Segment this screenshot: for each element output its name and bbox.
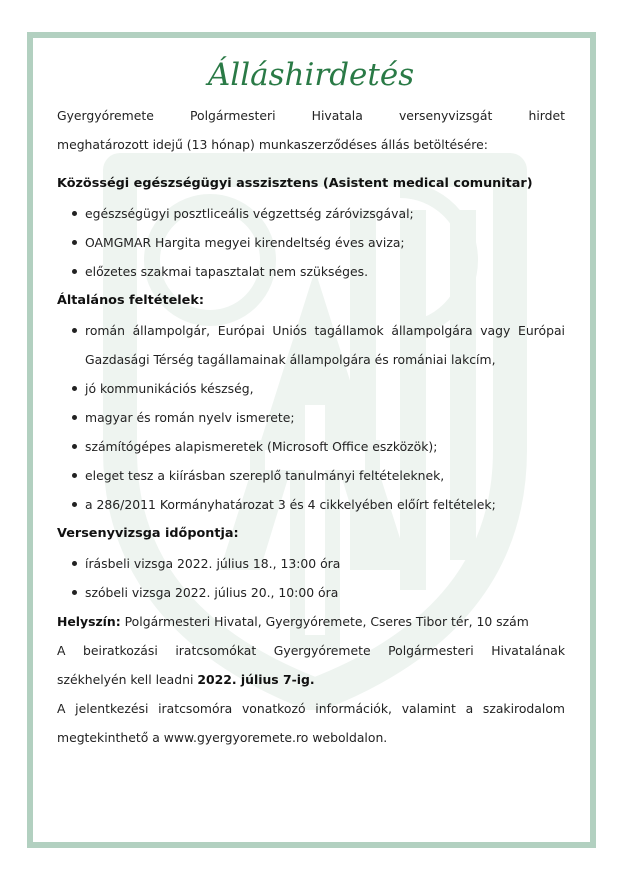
list-item: eleget tesz a kiírásban szereplő tanulmányi feltételeknek, xyxy=(57,461,565,490)
location-label: Helyszín: xyxy=(57,614,121,629)
submit-line-1: A beiratkozási iratcsomókat Gyergyóremete Polgármesteri Hivatalának xyxy=(57,643,565,658)
exam-dates-list xyxy=(57,549,565,607)
position-title: Közösségi egészségügyi asszisztens (Asistent medical comunitar) xyxy=(57,176,533,191)
info-line-2: megtekinthető a www.gyergyoremete.ro weboldalon. xyxy=(57,730,388,745)
list-item: előzetes szakmai tapasztalat nem szükséges. xyxy=(57,257,565,286)
location-line xyxy=(57,607,565,636)
announcement-content xyxy=(57,52,565,752)
list-item: román állampolgár, Európai Uniós tagállamok állampolgára vagy Európai Gazdasági Térség tagállamainak állampolgára és romániai lakcím, xyxy=(57,316,565,374)
list-item: szóbeli vizsga 2022. július 20., 10:00 óra xyxy=(57,578,565,607)
list-item: a 286/2011 Kormányhatározat 3 és 4 cikkelyében előírt feltételek; xyxy=(57,490,565,519)
list-item: számítógépes alapismeretek (Microsoft Office eszközök); xyxy=(57,432,565,461)
list-item: írásbeli vizsga 2022. július 18., 13:00 óra xyxy=(57,549,565,578)
submit-deadline: 2022. július 7-ig. xyxy=(197,672,315,687)
list-item: egészségügyi posztliceális végzettség záróvizsgával; xyxy=(57,199,565,228)
submit-line-2 xyxy=(57,665,565,694)
list-item: jó kommunikációs készség, xyxy=(57,374,565,403)
exam-date-heading: Versenyvizsga időpontja: xyxy=(57,526,239,541)
page-title: Álláshirdetés xyxy=(207,57,415,93)
list-item: OAMGMAR Hargita megyei kirendeltség éves aviza; xyxy=(57,228,565,257)
submit-text: székhelyén kell leadni xyxy=(57,672,198,687)
location-text: Polgármesteri Hivatal, Gyergyóremete, Cseres Tibor tér, 10 szám xyxy=(120,614,529,629)
list-item: magyar és román nyelv ismerete; xyxy=(57,403,565,432)
general-conditions-list xyxy=(57,316,565,519)
general-conditions-heading: Általános feltételek: xyxy=(57,293,204,308)
intro-line-1: Gyergyóremete Polgármesteri Hivatala versenyvizsgát hirdet xyxy=(57,108,565,123)
info-line-1: A jelentkezési iratcsomóra vonatkozó információk, valamint a szakirodalom xyxy=(57,701,565,716)
intro-line-2: meghatározott idejű (13 hónap) munkaszerződéses állás betöltésére: xyxy=(57,137,488,152)
requirements-list xyxy=(57,199,565,286)
